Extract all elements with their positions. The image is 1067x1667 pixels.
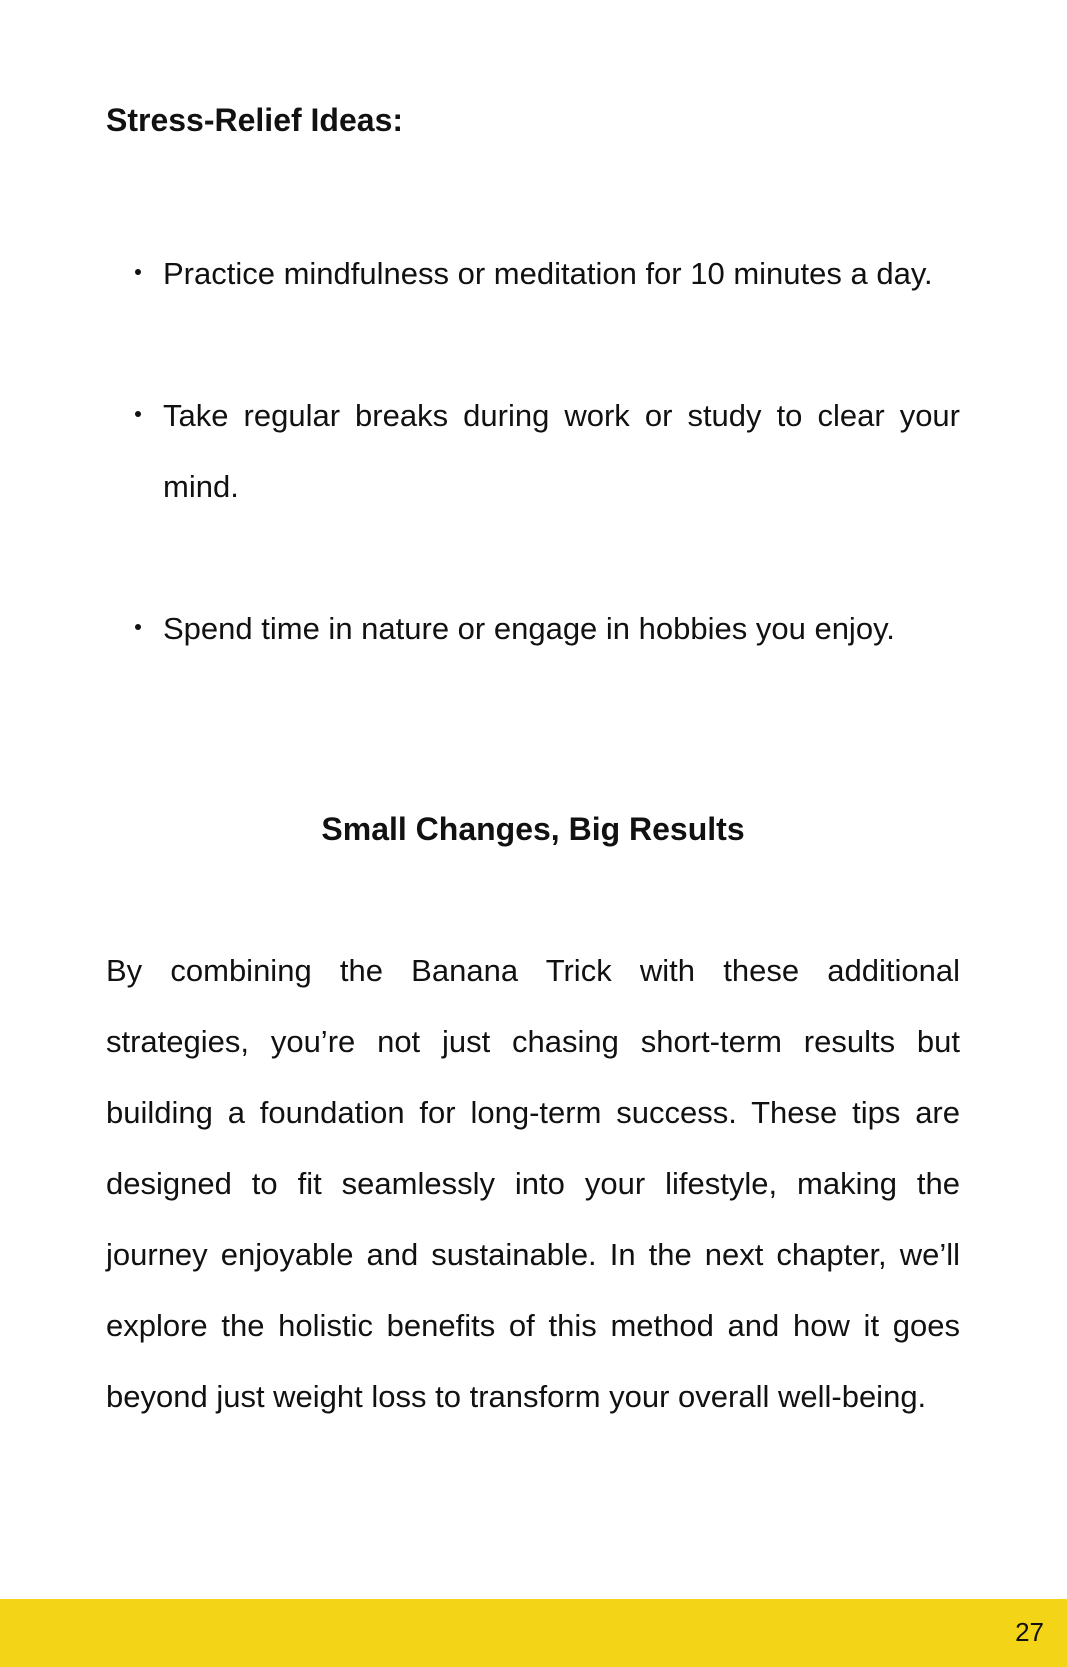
footer-bar: [0, 1599, 1067, 1667]
bullet-dot-icon: [135, 411, 141, 417]
bullet-dot-icon: [135, 624, 141, 630]
bullet-dot-icon: [135, 269, 141, 275]
list-item: [106, 593, 960, 664]
stress-relief-list: [106, 238, 960, 664]
page-number: 27: [1015, 1617, 1044, 1647]
list-item-text: Practice mindfulness or meditation for 10 minutes a day.: [163, 256, 933, 291]
list-item: [106, 380, 960, 522]
list-item-text: Take regular breaks during work or study to clear your mind.: [163, 398, 960, 504]
section-title: Small Changes, Big Results: [321, 811, 745, 847]
list-item-text: Spend time in nature or engage in hobbies you enjoy.: [163, 611, 895, 646]
body-paragraph: By combining the Banana Trick with these additional strategies, you’re not just chasing short-term results but building a foundation for long-term success. These tips are designed to fit seamlessly into your lifestyle, making the journey enjoyable and sustainable. In the next chapter, we’ll explore the holistic benefits of this method and how it goes beyond just weight loss to transform your overall well-being.: [106, 953, 960, 1414]
stress-relief-heading: Stress-Relief Ideas:: [106, 102, 404, 138]
list-item: [106, 238, 960, 309]
